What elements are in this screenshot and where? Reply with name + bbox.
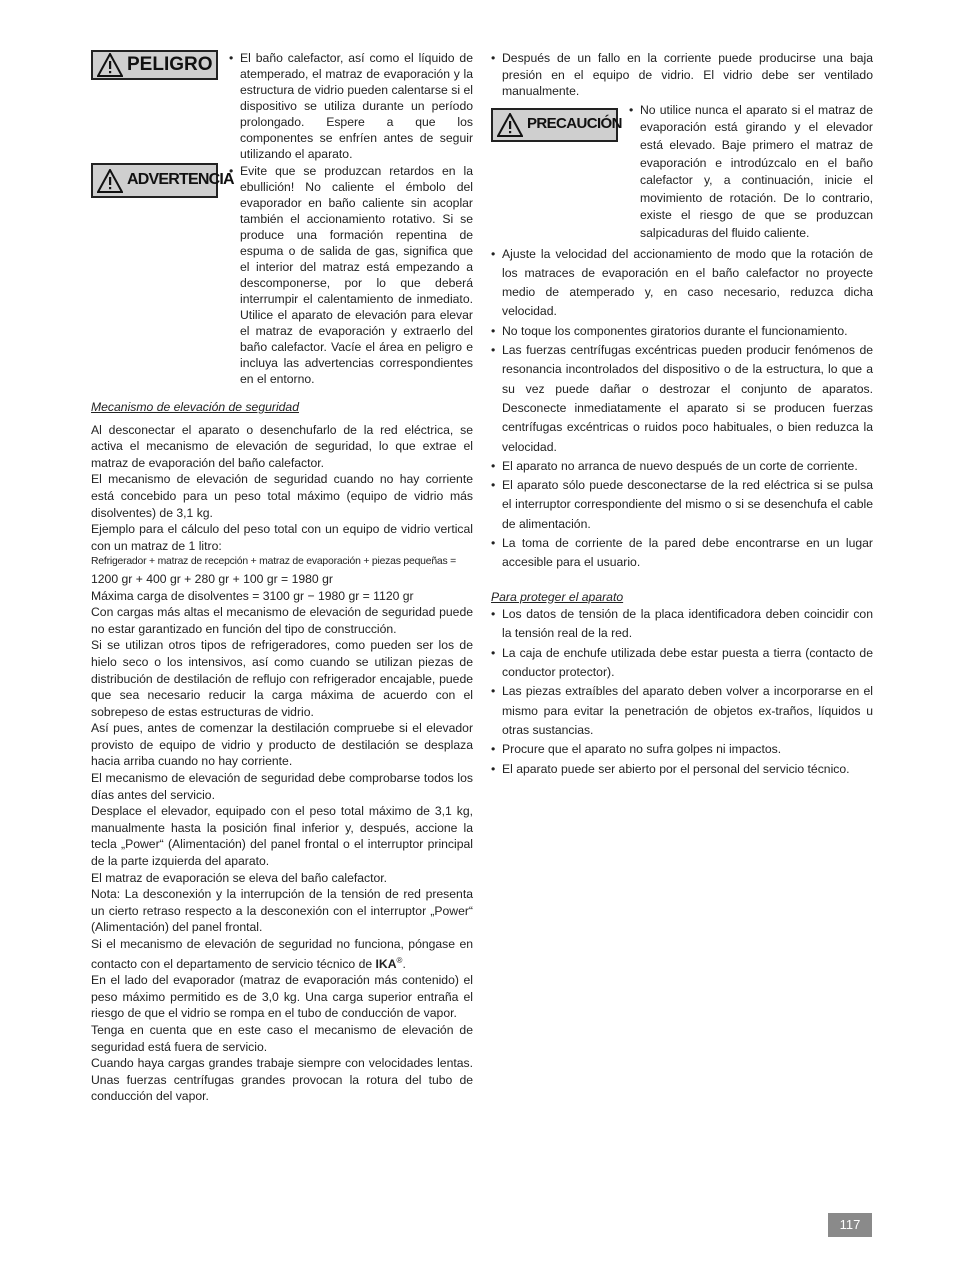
list-item: • Los datos de tensión de la placa identificadora deben coincidir con la tensión real de la red. <box>491 605 873 644</box>
note-paragraph: Nota: La desconexión y la interrupción de la tensión de red presenta un cierto retraso respecto a la desconexión con el interruptor „Power“ (Alimentación) del panel frontal. <box>91 887 473 935</box>
power-failure-list <box>491 50 873 100</box>
advertencia-label: ADVERTENCIA <box>127 171 234 189</box>
ika-brand: IKA <box>375 956 397 971</box>
peligro-label-box <box>91 50 218 80</box>
warning-triangle-icon <box>97 53 123 77</box>
page-number: 117 <box>828 1213 872 1237</box>
paragraph: Tenga en cuenta que en este caso el mecanismo de elevación de seguridad está fuera de servicio. <box>91 1023 473 1054</box>
paragraph: Ejemplo para el cálculo del peso total con un equipo de vidrio vertical con un matraz de 1 litro: <box>91 522 473 553</box>
list-item: • La caja de enchufe utilizada debe estar puesta a tierra (contacto de conductor protector). <box>491 644 873 683</box>
peligro-text: • El baño calefactor, así como el líquido de atemperado, el matraz de evaporación y la estructura de vidrio pueden calentarse si el dispositivo se utiliza durante un período prolongado. Espere a que los componentes se enfríen antes de seguir utilizando el aparato. <box>229 50 473 162</box>
list-item: • El aparato no arranca de nuevo después de un corte de corriente. <box>491 457 873 476</box>
protect-bullets <box>491 605 873 779</box>
list-item: • El aparato sólo puede desconectarse de la red eléctrica si se pulsa el interruptor correspondiente del mismo o si se desenchufa el cable de alimentación. <box>491 476 873 534</box>
peligro-block <box>91 50 473 162</box>
weight-sum: 1200 gr + 400 gr + 280 gr + 100 gr = 1980 gr <box>91 571 333 586</box>
warning-triangle-icon <box>97 169 123 193</box>
paragraph: En el lado del evaporador (matraz de evaporación más contenido) el peso máximo permitido es de 3,0 kg. Una carga superior entraña el riesgo de que el vidrio se rompa en el tubo de conducción de vapor. <box>91 973 473 1021</box>
safety-bullets <box>491 245 873 573</box>
list-item: • Ajuste la velocidad del accionamiento de modo que la rotación de los matraces de evaporación en el baño calefactor no proyecte medio de atemperado y, en caso necesario, reduzca dicha velocidad. <box>491 245 873 322</box>
list-item: • Procure que el aparato no sufra golpes ni impactos. <box>491 740 873 759</box>
weight-formula: Refrigerador + matraz de recepción + matraz de evaporación + piezas pequeñas = <box>91 556 457 568</box>
paragraph: Cuando haya cargas grandes trabaje siempre con velocidades lentas. Unas fuerzas centrífugas grandes provocan la rotura del tubo de conducción del vapor. <box>91 1056 473 1104</box>
precaucion-block <box>491 102 873 243</box>
advertencia-block <box>91 163 473 387</box>
precaucion-text: • No utilice nunca el aparato si el matraz de evaporación está girando y el elevador está elevado. Baje primero el matraz de evaporación e introdúzcalo en el baño calefactor y, a continuación, inicie el movimiento de rotación. De lo contrario, existe el riesgo de que se produzcan salpicaduras del fluido caliente. <box>629 102 873 243</box>
list-item: • El aparato puede ser abierto por el personal del servicio técnico. <box>491 760 873 779</box>
peligro-label: PELIGRO <box>127 53 213 75</box>
paragraph: El mecanismo de elevación de seguridad debe comprobarse todos los días antes del servicio. <box>91 771 473 802</box>
solvent-load: Máxima carga de disolventes = 3100 gr − 1980 gr = 1120 gr <box>91 588 414 603</box>
paragraph: Así pues, antes de comenzar la destilación compruebe si el elevador provisto de equipo de vidrio y producto de destilación se desplaza hacia arriba cuando no hay corriente. <box>91 721 473 769</box>
safety-lift-heading: Mecanismo de elevación de seguridad <box>91 400 299 414</box>
list-item: • Las piezas extraíbles del aparato deben volver a incorporarse en el mismo para evitar la penetración de objetos ex-traños, líquidos u otras sustancias. <box>491 682 873 740</box>
paragraph: Si se utilizan otros tipos de refrigeradores, como pueden ser los de hielo seco o los intensivos, así como cuando se utilizan piezas de distribución de destilación de reflujo con refrigerador encajable, puede que sea necesario reducir la carga máxima de acuerdo con el sobrepeso de estas estructuras de vidrio. <box>91 638 473 719</box>
paragraph: Al desconectar el aparato o desenchufarlo de la red eléctrica, se activa el mecanismo de elevación de seguridad, lo que extrae el matraz de evaporación del baño calefactor. <box>91 422 473 470</box>
precaucion-label-box <box>491 108 622 142</box>
advertencia-text: • Evite que se produzcan retardos en la ebullición! No caliente el émbolo del evaporador en baño caliente sin acoplar también el accionamiento rotativo. Si se produce una formación repentina de espuma o de salida de gas, significa que el interior del matraz está empezando a descomponerse, por lo que deberá interrumpir el calentamiento de inmediato. Utilice el aparato de elevación para elevar el matraz de evaporación y extraerlo del baño calefactor. Vacíe el área en peligro e incluya las advertencias correspondientes en el entorno. <box>229 163 473 387</box>
paragraph: El matraz de evaporación se eleva del baño calefactor. <box>91 870 388 885</box>
paragraph: Si el mecanismo de elevación de seguridad no funciona, póngase en contacto con el departamento de servicio técnico de IKA®. <box>91 937 473 971</box>
warning-triangle-icon <box>497 113 523 137</box>
list-item: • La toma de corriente de la pared debe encontrarse en un lugar accesible para el usuario. <box>491 534 873 573</box>
list-item: • No toque los componentes giratorios durante el funcionamiento. <box>491 322 873 341</box>
paragraph: Desplace el elevador, equipado con el peso total máximo de 3,1 kg, manualmente hasta la posición final inferior y, después, accione la tecla „Power“ (Alimentación) del panel frontal o el interruptor principal de la parte izquierda del aparato. <box>91 804 473 869</box>
left-column <box>91 50 473 1105</box>
paragraph: Con cargas más altas el mecanismo de elevación de seguridad puede no estar garantizado en función del tipo de construcción. <box>91 605 473 636</box>
list-item: • Después de un fallo en la corriente puede producirse una baja presión en el equipo de vidrio. El vidrio debe ser ventilado manualmente. <box>491 50 873 100</box>
paragraph: El mecanismo de elevación de seguridad cuando no hay corriente está concebido para un peso total máximo (equipo de vidrio más disolventes) de 3,1 kg. <box>91 472 473 520</box>
advertencia-label-box <box>91 163 234 198</box>
right-column <box>491 50 873 779</box>
precaucion-label: PRECAUCIÓN <box>527 115 622 133</box>
list-item: • Las fuerzas centrífugas excéntricas pueden producir fenómenos de resonancia incontrolados del dispositivo o de la estructura, lo que a su vez puede dañar o destrozar el conjunto de aparatos. Desconecte inmediatamente el aparato si se producen fuerzas centrífugas excéntricas o ruidos poco habituales, o bien reduzca la velocidad. <box>491 341 873 457</box>
protect-heading: Para proteger el aparato <box>491 589 624 604</box>
